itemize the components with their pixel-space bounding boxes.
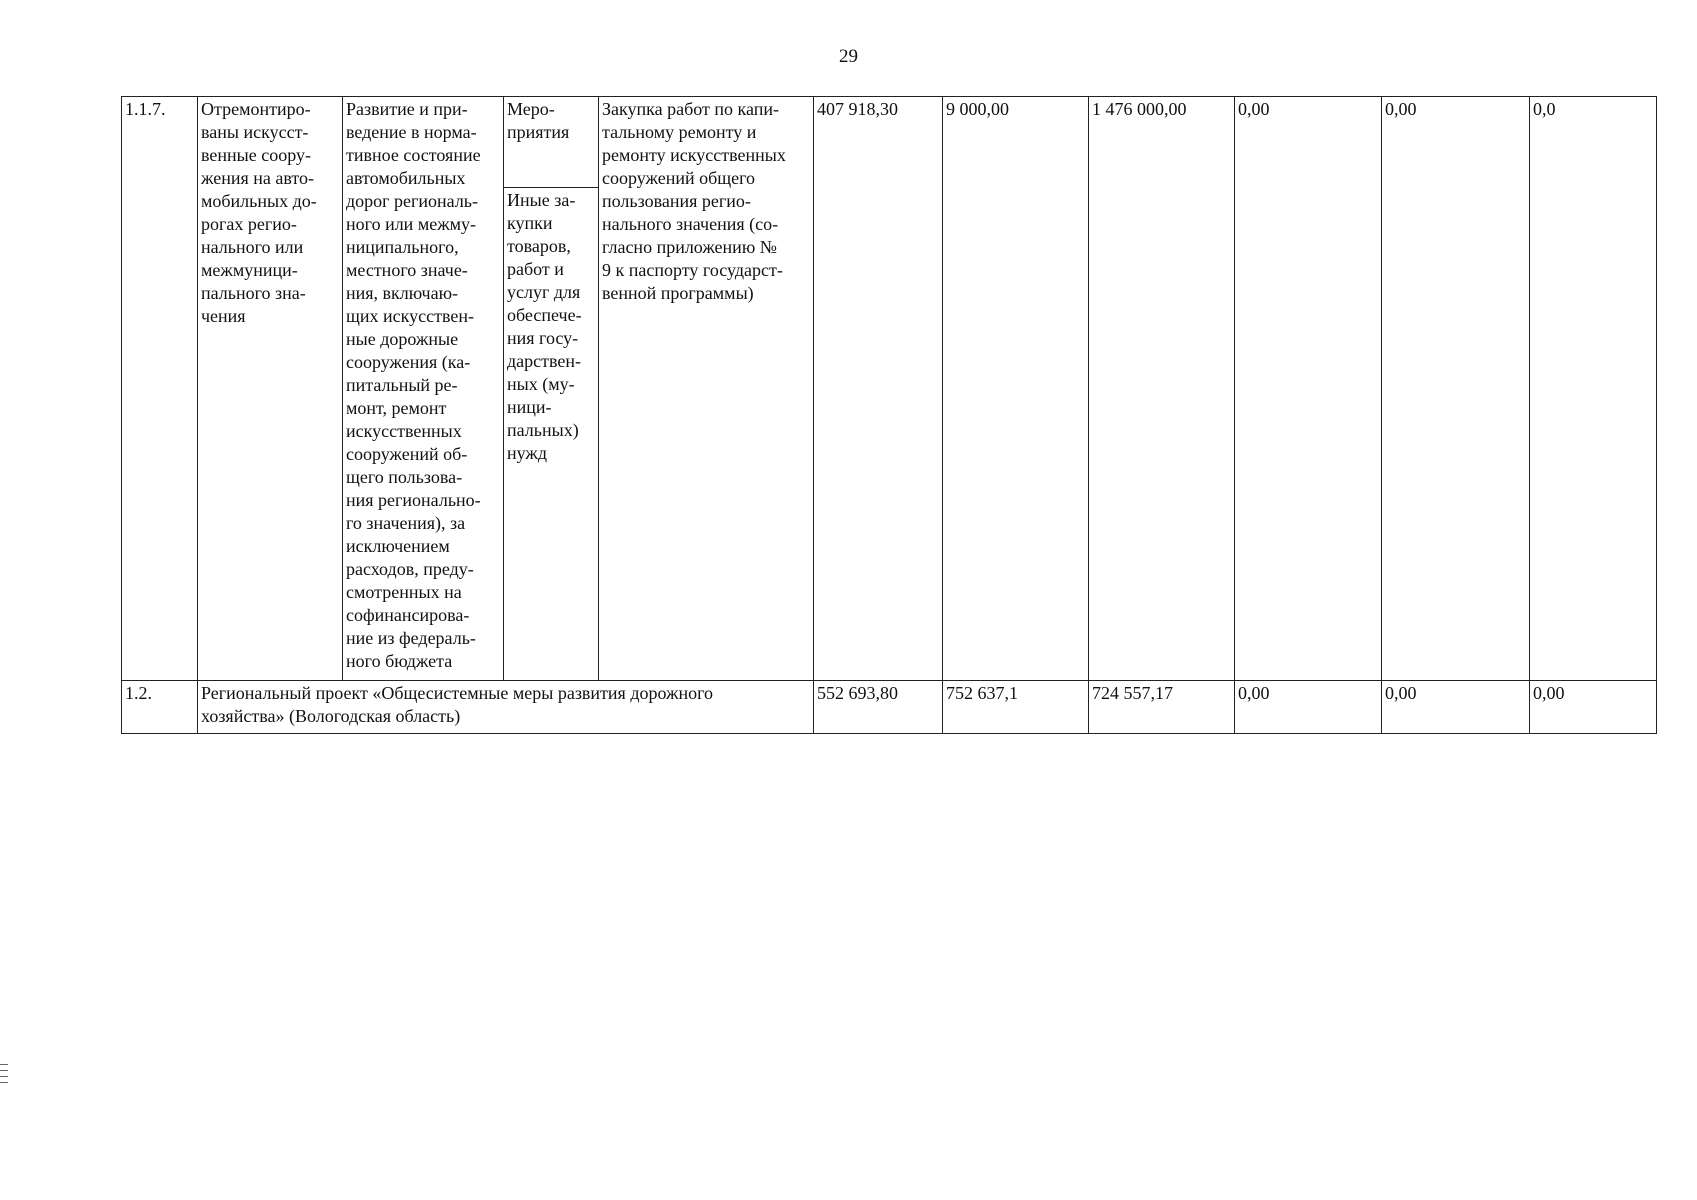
row-type-bottom: Иные за- купки товаров, работ и услуг для обеспече- ния госу- дарствен- ных (му- ници- пальных) нужд (504, 188, 599, 681)
row-purpose: Развитие и при- ведение в норма- тивное состояние автомобильных дорог региональ- ного или межму- ниципального, местного значе- ния, включаю- щих искусствен- ные дорожные сооружения (ка- питальный ре- монт, ремонт искусственных сооружений об- щего пользова- ния регионально- го значения), за исключением расходов, преду- смотренных на софинансирова- ние из федераль- ного бюджета (343, 97, 504, 681)
table-row-1-1-7 (122, 97, 1657, 188)
row-value-3: 724 557,17 (1089, 681, 1235, 734)
row-value-5: 0,00 (1382, 97, 1530, 681)
row-result: Отремонтиро- ваны искусст- венные соору- жения на авто- мобильных до- рогах регио- нального или межмуници- пального зна- чения (198, 97, 343, 681)
row-value-3: 1 476 000,00 (1089, 97, 1235, 681)
scan-edge-mark (0, 1064, 8, 1088)
row-value-4: 0,00 (1235, 97, 1382, 681)
table-row-1-2 (122, 681, 1657, 734)
row-description: Закупка работ по капи- тальному ремонту и ремонту искусственных сооружений общего пользования регио- нального значения (со- гласно приложению № 9 к паспорту государст- венной программы) (599, 97, 814, 681)
row-value-2: 752 637,1 (943, 681, 1089, 734)
row-value-1: 407 918,30 (814, 97, 943, 681)
budget-table (121, 96, 1657, 734)
page-number: 29 (839, 46, 858, 67)
row-value-6: 0,0 (1530, 97, 1657, 681)
row-value-2: 9 000,00 (943, 97, 1089, 681)
row-value-1: 552 693,80 (814, 681, 943, 734)
row-code: 1.2. (122, 681, 198, 734)
row-project-title: Региональный проект «Общесистемные меры развития дорожного хозяйства» (Вологодская область) (198, 681, 814, 734)
row-type-top: Меро- приятия (504, 97, 599, 188)
row-value-4: 0,00 (1235, 681, 1382, 734)
row-value-5: 0,00 (1382, 681, 1530, 734)
row-value-6: 0,00 (1530, 681, 1657, 734)
row-code: 1.1.7. (122, 97, 198, 681)
